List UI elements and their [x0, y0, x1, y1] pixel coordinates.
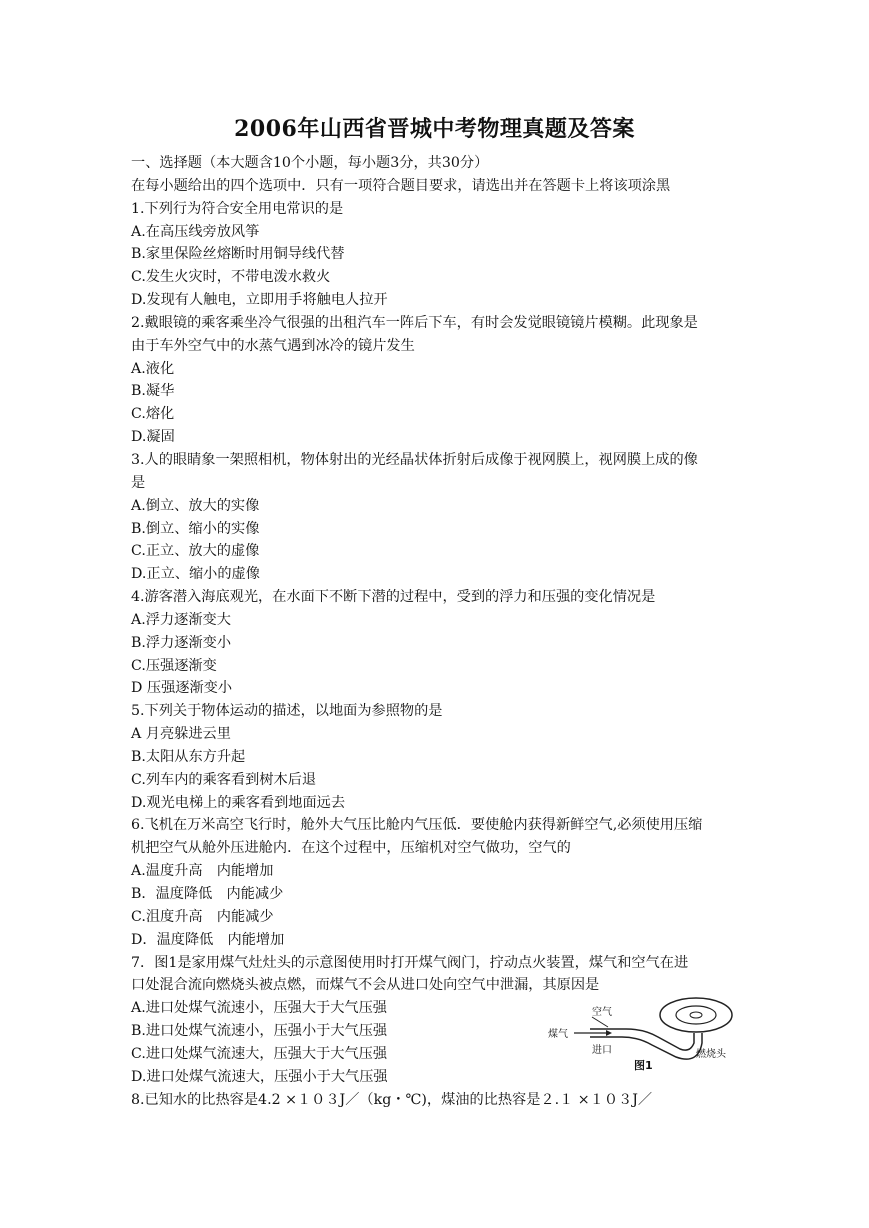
answer-option: C.正立、放大的虚像 [131, 543, 260, 560]
question-stem: 口处混合流向燃烧头被点燃，而煤气不会从进口处向空气中泄漏，其原因是 [131, 977, 600, 994]
answer-option: B.太阳从东方升起 [131, 748, 246, 765]
burner-center [690, 1012, 702, 1018]
answer-option: C.沮度升高 内能减少 [131, 908, 274, 925]
gas-arrow-head [606, 1030, 612, 1036]
burner-inner-ring [676, 1006, 716, 1024]
answer-option: A 月亮躲进云里 [131, 726, 231, 743]
air-arrow [592, 1017, 608, 1027]
answer-option: B.浮力逐渐变小 [131, 634, 232, 651]
answer-option: A.倒立、放大的实像 [131, 497, 260, 514]
answer-option: B.家里保险丝熔断时用铜导线代替 [131, 246, 345, 263]
question-stem: 4.游客潜入海底观光，在水面下不断下潜的过程中，受到的浮力和压强的变化情况是 [131, 589, 656, 606]
label-air: 空气 [592, 1007, 612, 1018]
burner-outer-ring [660, 998, 732, 1032]
question-stem: 6.飞机在万米高空飞行时，舱外大气压比舱内气压低．要使舱内获得新鲜空气,必须使用压缩 [131, 817, 703, 834]
answer-option: C.压强逐渐变 [131, 657, 217, 674]
label-burner: 燃烧头 [696, 1049, 726, 1060]
document-body [131, 152, 751, 1111]
answer-option: B.倒立、缩小的实像 [131, 520, 260, 537]
answer-option: D.发现有人触电，立即用手将触电人拉开 [131, 292, 388, 309]
question-stem: 机把空气从舱外压进舱内．在这个过程中，压缩机对空气做功，空气的 [131, 840, 571, 857]
answer-option: A.温度升高 内能增加 [131, 863, 274, 880]
answer-option: B．温度降低 内能减少 [131, 886, 284, 902]
question-stem: 8.已知水的比热容是4.2 ×１０３J／（kg・℃)，煤油的比热容是２.１ ×１０３J／ [131, 1091, 653, 1108]
label-gas: 煤气 [548, 1029, 568, 1040]
section-heading: 一、选择题（本大题含10个小题，每小题3分，共30分） [131, 155, 489, 171]
question-stem: 2.戴眼镜的乘客乘坐冷气很强的出租汽车一阵后下车，有时会发觉眼镜镜片模糊。此现象是 [131, 314, 698, 331]
answer-option: D．温度降低 内能增加 [131, 931, 285, 948]
question-stem: 是 [131, 474, 146, 491]
answer-option: B.进口处煤气流速小，压强小于大气压强 [131, 1023, 388, 1040]
answer-option: A.液化 [131, 360, 175, 377]
answer-option: D.凝固 [131, 429, 175, 446]
figure-caption: 图1 [634, 1059, 653, 1072]
answer-option: B.凝华 [131, 383, 175, 400]
question-stem: 1.下列行为符合安全用电常识的是 [131, 200, 344, 217]
answer-option: C.熔化 [131, 406, 175, 423]
answer-option: A.进口处煤气流速小，压强大于大气压强 [131, 1000, 387, 1017]
answer-option: C.进口处煤气流速大，压强大于大气压强 [131, 1045, 388, 1062]
question-stem: 3.人的眼睛象一架照相机，物体射出的光经晶状体折射后成像于视网膜上，视网膜上成的像 [131, 451, 698, 468]
answer-option: D.正立、缩小的虚像 [131, 566, 260, 583]
answer-option: D.进口处煤气流速大，压强小于大气压强 [131, 1068, 388, 1085]
answer-option: D.观光电梯上的乘客看到地面远去 [131, 794, 346, 811]
question-stem: 由于车外空气中的水蒸气遇到冰冷的镜片发生 [131, 337, 415, 354]
instruction-text: 在每小题给出的四个选项中．只有一项符合题目要求，请选出并在答题卡上将该项涂黑 [131, 177, 671, 194]
label-inlet: 进口 [592, 1045, 612, 1056]
page-title: 2006年山西省晋城中考物理真题及答案 [234, 116, 635, 142]
question-stem: 5.下列关于物体运动的描述，以地面为参照物的是 [131, 703, 443, 720]
answer-option: C.列车内的乘客看到树木后退 [131, 771, 317, 788]
answer-option: D 压强逐渐变小 [131, 680, 233, 697]
question-list [131, 198, 751, 1112]
answer-option: A.浮力逐渐变大 [131, 611, 231, 628]
question-stem: 7．图1是家用煤气灶灶头的示意图使用时打开煤气阀门，拧动点火装置，煤气和空气在进 [131, 954, 689, 971]
answer-option: A.在高压线旁放风筝 [131, 223, 260, 240]
answer-option: C.发生火灾时，不带电泼水救火 [131, 269, 331, 286]
gas-stove-figure [548, 993, 738, 1073]
